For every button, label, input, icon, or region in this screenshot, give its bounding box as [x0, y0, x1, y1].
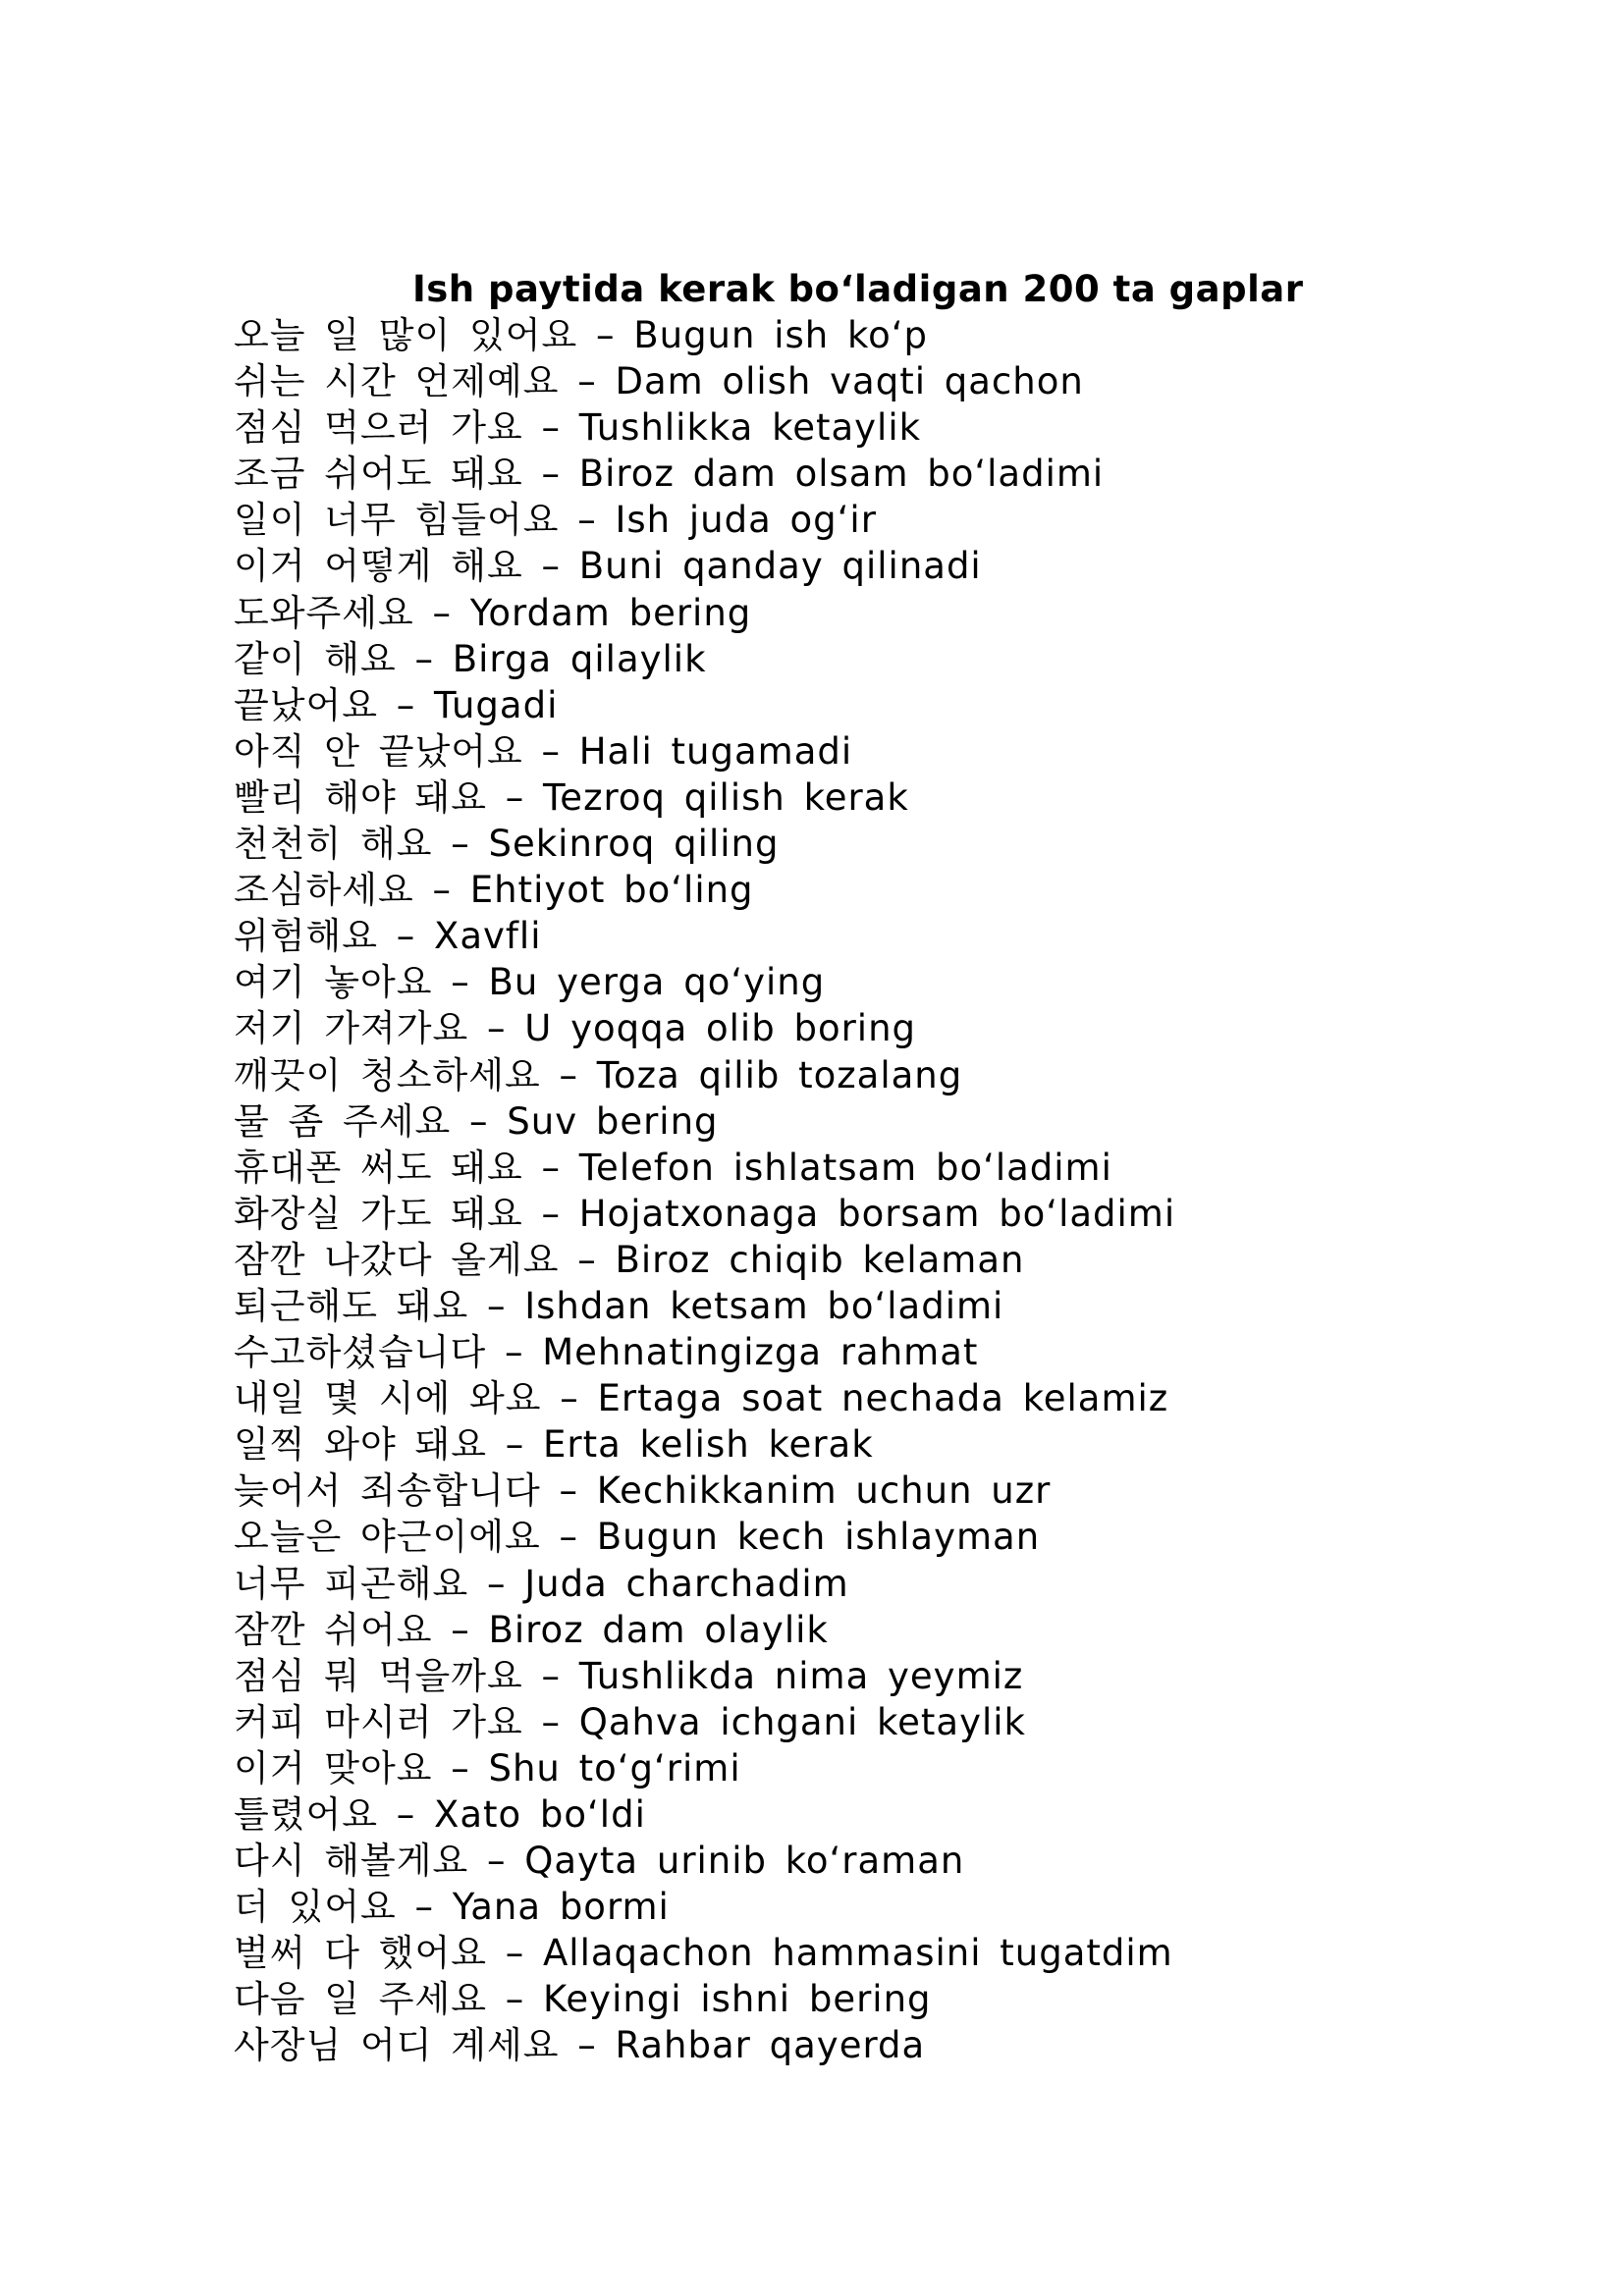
phrase-line: 천천히 해요 – Sekinroq qiling	[234, 823, 780, 866]
phrase-line: 잠깐 나갔다 올게요 – Biroz chiqib kelaman	[234, 1238, 1025, 1281]
phrase-list	[234, 312, 1175, 2069]
phrase-line: 더 있어요 – Yana bormi	[234, 1886, 670, 1929]
phrase-line: 휴대폰 써도 돼요 – Telefon ishlatsam bo‘ladimi	[234, 1146, 1112, 1189]
phrase-line: 도와주세요 – Yordam bering	[234, 591, 752, 634]
phrase-line: 점심 뭐 먹을까요 – Tushlikda nima yeymiz	[234, 1654, 1024, 1697]
phrase-line: 내일 몇 시에 와요 – Ertaga soat nechada kelamiz	[234, 1377, 1169, 1420]
phrase-line: 같이 해요 – Birga qilaylik	[234, 637, 707, 680]
phrase-line: 물 좀 주세요 – Suv bering	[234, 1099, 719, 1143]
phrase-line: 틀렸어요 – Xato bo‘ldi	[234, 1793, 646, 1836]
phrase-line: 저기 가져가요 – U yoqqa olib boring	[234, 1007, 917, 1050]
phrase-line: 이거 맞아요 – Shu to‘g‘rimi	[234, 1746, 741, 1789]
phrase-line: 너무 피곤해요 – Juda charchadim	[234, 1562, 849, 1605]
phrase-line: 점심 먹으러 가요 – Tushlikka ketaylik	[234, 406, 922, 450]
phrase-line: 수고하셨습니다 – Mehnatingizga rahmat	[234, 1331, 979, 1374]
phrase-line: 일이 너무 힘들어요 – Ish juda og‘ir	[234, 499, 877, 542]
phrase-line: 늦어서 죄송합니다 – Kechikkanim uchun uzr	[234, 1469, 1052, 1513]
phrase-line: 오늘 일 많이 있어요 – Bugun ish ko‘p	[234, 314, 928, 356]
document-title: Ish paytida kerak bo‘ladigan 200 ta gaplar	[412, 268, 1304, 310]
phrase-line: 오늘은 야근이에요 – Bugun kech ishlayman	[234, 1516, 1041, 1559]
phrase-line: 벌써 다 했어요 – Allaqachon hammasini tugatdim	[234, 1932, 1173, 1975]
phrase-line: 여기 놓아요 – Bu yerga qo‘ying	[234, 961, 826, 1004]
phrase-line: 잠깐 쉬어요 – Biroz dam olaylik	[234, 1608, 829, 1651]
phrase-line: 끝났어요 – Tugadi	[234, 683, 559, 726]
phrase-line: 화장실 가도 돼요 – Hojatxonaga borsam bo‘ladimi	[234, 1192, 1176, 1235]
phrase-line: 사장님 어디 계세요 – Rahbar qayerda	[234, 2024, 926, 2067]
phrase-line: 이거 어떻게 해요 – Buni qanday qilinadi	[234, 545, 982, 588]
phrase-line: 쉬는 시간 언제예요 – Dam olish vaqti qachon	[234, 360, 1084, 403]
phrase-line: 빨리 해야 돼요 – Tezroq qilish kerak	[234, 775, 909, 819]
phrase-line: 퇴근해도 돼요 – Ishdan ketsam bo‘ladimi	[234, 1284, 1004, 1327]
phrase-line: 일찍 와야 돼요 – Erta kelish kerak	[234, 1423, 874, 1467]
phrase-line: 아직 안 끝났어요 – Hali tugamadi	[234, 729, 853, 773]
phrase-line: 다음 일 주세요 – Keyingi ishni bering	[234, 1978, 932, 2021]
phrase-line: 위험해요 – Xavfli	[234, 915, 542, 958]
phrase-line: 조금 쉬어도 돼요 – Biroz dam olsam bo‘ladimi	[234, 453, 1105, 496]
phrase-line: 커피 마시러 가요 – Qahva ichgani ketaylik	[234, 1700, 1026, 1743]
phrase-line: 다시 해볼게요 – Qayta urinib ko‘raman	[234, 1840, 965, 1883]
phrase-line: 조심하세요 – Ehtiyot bo‘ling	[234, 869, 754, 912]
phrase-line: 깨끗이 청소하세요 – Toza qilib tozalang	[234, 1053, 963, 1096]
